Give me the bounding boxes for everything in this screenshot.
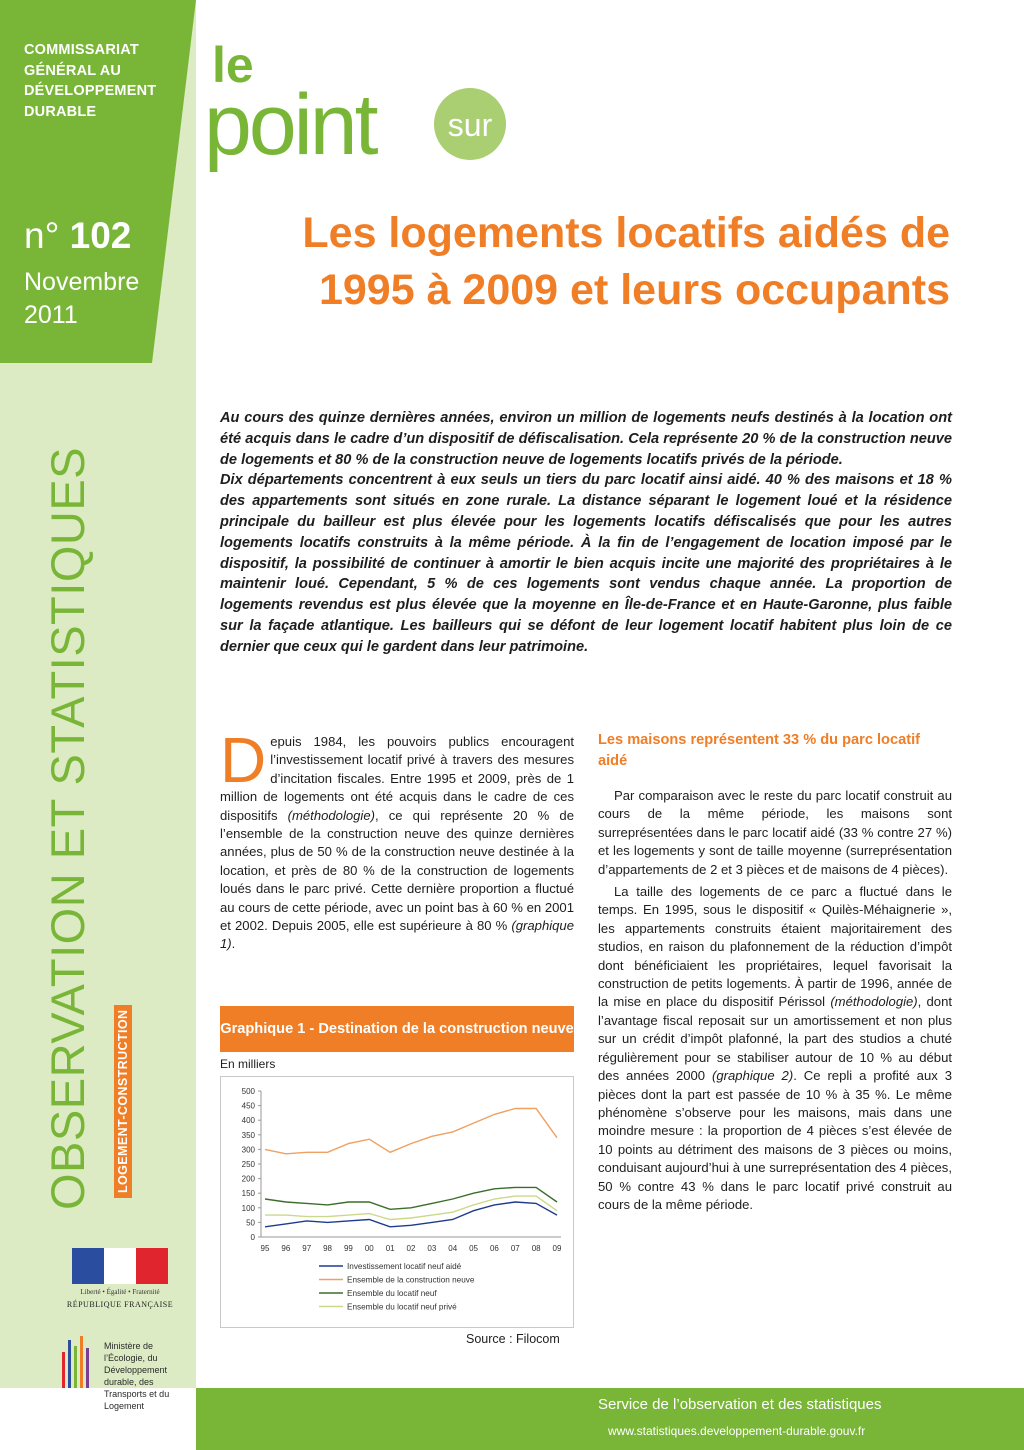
theme-tag: LOGEMENT-CONSTRUCTION [114, 1005, 132, 1198]
intro-paragraph [220, 724, 574, 954]
x-tick-label: 07 [510, 1244, 520, 1253]
paragraph-size-evolution [598, 883, 952, 1214]
size-text-b: , dont l’avantage fiscal reposait sur un amortissement et non plus sur un crédit d’impôt plafonné, la part des studios a chuté régulièrement pour se stabiliser autour de 10 % au début des années 2000 [598, 994, 952, 1084]
graph-reference: (graphique 1) [220, 918, 574, 952]
logo-sur: sur [447, 107, 493, 143]
abstract [220, 408, 952, 658]
x-tick-label: 01 [385, 1244, 395, 1253]
section-heading: Les maisons représentent 33 % du parc locatif aidé [598, 732, 920, 769]
intro-text-2: , ce qui représente 20 % de l’ensemble de la construction neuve des quinze dernières années, plus de 50 % de la construction neuve destinée à la location, et près de 80 % de la construction de logements loués dans le parc privé. Cette dernière proportion a fluctué au cours de cette période, avec un point bas à 60 % en 2001 et 2002. Depuis 2005, elle est supérieure à 80 % [220, 807, 574, 934]
abstract-paragraph: Au cours des quinze dernières années, environ un million de logements neufs destinés à la location ont été acquis dans le cadre d’un dispositif de défiscalisation. Cela représente 20 % de la construction neuve de logements et 80 % de la construction neuve de logements locatifs privés de la période. [220, 410, 952, 468]
ministry-logo-icon [60, 1332, 100, 1388]
legend-entry: Ensemble du locatif neuf privé [347, 1302, 457, 1312]
x-tick-label: 95 [260, 1244, 270, 1253]
right-column-text [598, 787, 952, 1214]
y-tick-label: 400 [241, 1116, 255, 1126]
x-tick-label: 03 [427, 1244, 437, 1253]
graph-title: Graphique 1 - Destination de la construction neuve [220, 1006, 574, 1052]
legend-entry: Ensemble de la construction neuve [347, 1275, 475, 1285]
x-tick-label: 00 [364, 1244, 374, 1253]
logo-le: le [212, 37, 254, 93]
le-point-sur-logo [204, 36, 514, 186]
y-tick-label: 200 [241, 1174, 255, 1184]
footer-url-link[interactable]: www.statistiques.developpement-durable.gouv.fr [608, 1424, 866, 1438]
series-title: OBSERVATION ET STATISTIQUES [41, 446, 94, 1210]
series-line [265, 1187, 557, 1209]
x-tick-label: 02 [406, 1244, 416, 1253]
series-line [265, 1109, 557, 1154]
y-tick-label: 350 [241, 1130, 255, 1140]
y-tick-label: 150 [241, 1189, 255, 1199]
x-tick-label: 06 [489, 1244, 499, 1253]
x-tick-label: 97 [302, 1244, 312, 1253]
legend-entry: Investissement locatif neuf aidé [347, 1262, 462, 1271]
abstract-paragraph: Dix départements concentrent à eux seuls un tiers du parc locatif ainsi aidé. 40 % des maisons et 18 % des appartements sont situés en zone rurale. La distance séparant le logement loué et la résidence principale du bailleur est plus élevée pour les logements locatifs défiscalisés que pour les autres logements locatifs construits à la même période. À la fin de l’engagement de location imposé par le dispositif, la possibilité de continuer à amortir le bien acquis incite une majorité des propriétaires à le maintenir loué. Cependant, 5 % de ces logements sont vendus chaque année. La proportion de logements revendus est plus élevée que la moyenne en Île-de-France et en Haute-Garonne, plus faible sur la façade atlantique. Les bailleurs qui se défont de leur logement locatif habitent plus loin de ce dernier que ceux qui le gardent dans leur patrimoine. [220, 472, 952, 655]
y-tick-label: 450 [241, 1101, 255, 1111]
y-tick-label: 250 [241, 1160, 255, 1169]
x-tick-label: 96 [281, 1244, 291, 1253]
x-tick-label: 05 [469, 1244, 479, 1253]
ministry-name: Ministère de l’Écologie, du Développement durable, des Transports et du Logement [104, 1341, 170, 1411]
footer-band [196, 1388, 1024, 1450]
x-tick-label: 09 [552, 1244, 562, 1253]
graph-unit: En milliers [220, 1057, 276, 1071]
x-tick-label: 99 [343, 1244, 353, 1253]
issue-number-value: 102 [69, 215, 132, 256]
legend-entry: Ensemble du locatif neuf [347, 1289, 437, 1298]
republique-francaise-logo [60, 1248, 180, 1318]
chart-canvas [221, 1077, 573, 1327]
logo-point: point [204, 77, 376, 173]
series-line [265, 1202, 557, 1227]
page-title: Les logements locatifs aidés de 1995 à 2009 et leurs occupants [302, 209, 950, 314]
y-tick-label: 0 [250, 1233, 255, 1242]
footer-service: Service de l’observation et des statistiques [598, 1396, 882, 1413]
line-chart [220, 1076, 574, 1328]
y-tick-label: 500 [241, 1087, 255, 1096]
organisation-name: COMMISSARIAT GÉNÉRAL AU DÉVELOPPEMENT DURABLE [24, 42, 157, 120]
paragraph-comparison: Par comparaison avec le reste du parc locatif construit au cours de la même période, les maisons sont surreprésentées dans le parc locatif aidé (33 % contre 27 %) et les logements y sont de taille moyenne (surreprésentation d’appartements de 2 et 3 pièces et de maisons de 4 pièces). [598, 788, 952, 877]
rf-name: RÉPUBLIQUE FRANÇAISE [66, 1300, 174, 1309]
graph-reference: (graphique 2) [712, 1068, 794, 1084]
y-tick-label: 100 [241, 1203, 255, 1213]
drop-cap: D [220, 724, 267, 796]
methodology-reference: (méthodologie) [287, 807, 375, 823]
x-tick-label: 98 [323, 1244, 333, 1253]
issue-prefix: n° [24, 215, 60, 256]
intro-text-3: . [231, 936, 236, 952]
y-tick-label: 50 [246, 1218, 255, 1228]
x-tick-label: 08 [531, 1244, 541, 1253]
rf-motto: Liberté • Égalité • Fraternité [80, 1288, 160, 1296]
methodology-reference: (méthodologie) [830, 994, 918, 1010]
graph-source: Source : Filocom [466, 1332, 560, 1346]
size-text-a: La taille des logements de ce parc a fluctué dans le temps. En 1995, sous le dispositif « Quilès-Méhaignerie », les appartements construits étaient majoritairement des studios, en raison du plafonnement de la réduction d’impôt dont bénéficiaient les propriétaires, lequel favorisait la construction de petits logements. À partir de 1996, année de la mise en place du dispositif Périssol [598, 884, 952, 1010]
publication-date: Novembre 2011 [24, 268, 140, 329]
issue-number [24, 212, 131, 260]
rf-flag-icon [72, 1248, 168, 1284]
x-tick-label: 04 [448, 1244, 458, 1253]
size-text-c: . Ce repli a profité aux 3 pièces dont la part est passée de 10 % à 35 %. Le même phénomène s’observe pour les maisons, mais dans une moindre mesure : la proportion de 4 pièces s’est élevée de 10 points au détriment des maisons de 3 pièces ou moins, conduisant aujourd’hui à une surreprésentation des 4 pièces, 50 % contre 43 % dans le parc locatif privé construit au cours de la même période. [598, 1068, 952, 1212]
y-tick-label: 300 [241, 1145, 255, 1155]
intro-text-1: epuis 1984, les pouvoirs publics encouragent l’investissement locatif privé à travers des mesures d’incitation fiscales. Entre 1995 et 2009, près de 1 million de logements ont été acquis dans le cadre de ces dispositifs [220, 734, 574, 823]
